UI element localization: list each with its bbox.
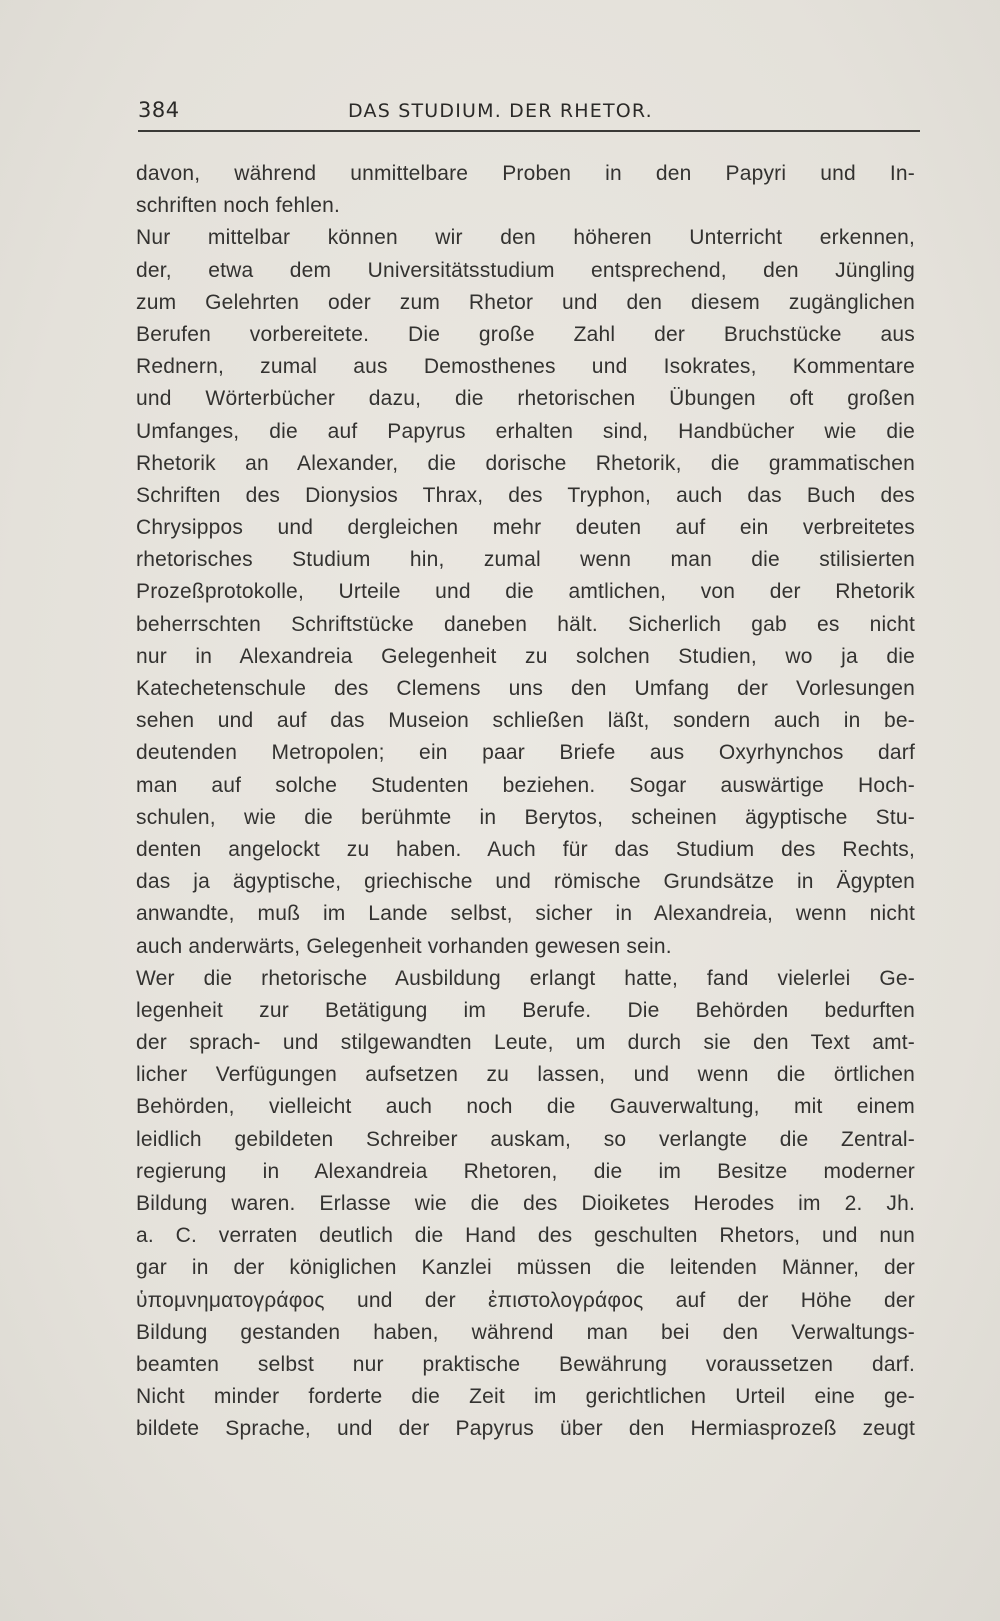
text-line: bildete Sprache, und der Papyrus über den Hermiasprozeß zeugt [136,1417,915,1441]
page-header [138,98,920,128]
text-line: der sprach- und stilgewandten Leute, um durch sie den Text amt- [136,1031,915,1055]
text-line: beherrschten Schriftstücke daneben hält. Sicherlich gab es nicht [136,612,915,636]
text-line: regierung in Alexandreia Rhetoren, die im Besitze moderner [136,1159,915,1183]
text-line: und Wörterbücher dazu, die rhetorischen Übungen oft großen [136,387,915,411]
text-line: Prozeßprotokolle, Urteile und die amtlichen, von der Rhetorik [136,580,915,604]
text-line: das ja ägyptische, griechische und römische Grundsätze in Ägypten [136,870,915,894]
text-line: legenheit zur Betätigung im Berufe. Die Behörden bedurften [136,998,915,1022]
text-line: beamten selbst nur praktische Bewährung voraussetzen darf. [136,1352,915,1376]
text-line: deutenden Metropolen; ein paar Briefe aus Oxyrhynchos darf [136,741,915,765]
text-line: Berufen vorbereitete. Die große Zahl der Bruchstücke aus [136,322,915,346]
text-line: gar in der königlichen Kanzlei müssen die leitenden Männer, der [136,1256,915,1280]
text-line: man auf solche Studenten beziehen. Sogar auswärtige Hoch- [136,773,915,797]
running-head: DAS STUDIUM. DER RHETOR. [348,100,653,122]
text-line: Rednern, zumal aus Demosthenes und Isokrates, Kommentare [136,355,915,379]
text-line: rhetorisches Studium hin, zumal wenn man die stilisierten [136,548,915,572]
text-line: a. C. verraten deutlich die Hand des geschulten Rhetors, und nun [136,1224,915,1248]
text-line: Katechetenschule des Clemens uns den Umfang der Vorlesungen [136,677,915,700]
header-rule [138,130,920,132]
text-line: nur in Alexandreia Gelegenheit zu solchen Studien, wo ja die [136,644,915,668]
text-line: zum Gelehrten oder zum Rhetor und den diesem zugänglichen [136,290,915,314]
text-line: der, etwa dem Universitätsstudium entsprechend, den Jüngling [136,258,915,282]
text-line: anwandte, muß im Lande selbst, sicher in Alexandreia, wenn nicht [136,902,915,926]
text-line: Umfanges, die auf Papyrus erhalten sind, Handbücher wie die [136,419,915,443]
body-text [136,158,915,1446]
text-line: Chrysippos und dergleichen mehr deuten auf ein verbreitetes [136,516,915,540]
text-line: denten angelockt zu haben. Auch für das Studium des Rechts, [136,837,915,861]
text-line: Wer die rhetorische Ausbildung erlangt hatte, fand vielerlei Ge- [136,966,915,990]
text-line: davon, während unmittelbare Proben in den Papyri und In- [136,162,915,185]
text-line: licher Verfügungen aufsetzen zu lassen, und wenn die örtlichen [136,1063,915,1087]
text-line: Nur mittelbar können wir den höheren Unterricht erkennen, [136,226,915,250]
page-number: 384 [138,98,180,122]
text-line: schriften noch fehlen. [136,194,341,218]
text-line: auch anderwärts, Gelegenheit vorhanden gewesen sein. [136,934,672,958]
text-line: Behörden, vielleicht auch noch die Gauverwaltung, mit einem [136,1095,915,1119]
text-line: ὑπομνηματογράφος und der ἐπιστολογράφος auf der Höhe der [136,1288,915,1312]
text-line: leidlich gebildeten Schreiber auskam, so verlangte die Zentral- [136,1127,915,1151]
text-line: Bildung gestanden haben, während man bei den Verwaltungs- [136,1320,915,1344]
text-line: Rhetorik an Alexander, die dorische Rhetorik, die grammatischen [136,451,915,475]
text-line: sehen und auf das Museion schließen läßt, sondern auch in be- [136,709,915,733]
text-line: Schriften des Dionysios Thrax, des Tryphon, auch das Buch des [136,483,915,507]
text-line: Nicht minder forderte die Zeit im gerichtlichen Urteil eine ge- [136,1385,915,1409]
text-line: Bildung waren. Erlasse wie die des Dioiketes Herodes im 2. Jh. [136,1192,915,1215]
text-line: schulen, wie die berühmte in Berytos, scheinen ägyptische Stu- [136,805,915,829]
